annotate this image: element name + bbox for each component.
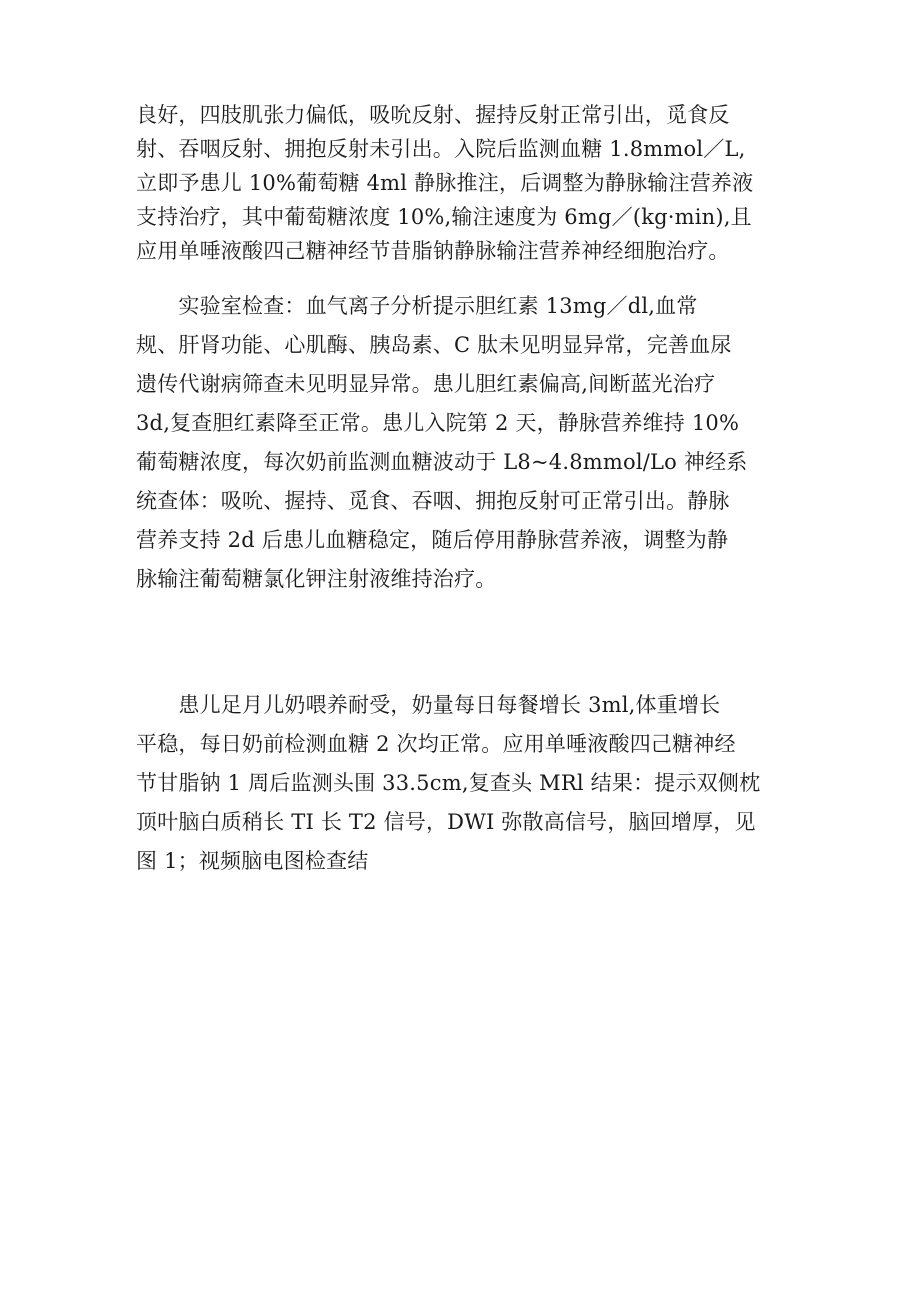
text-line: 良好，四肢肌张力偏低，吸吮反射、握持反射正常引出，觅食反 [136,103,730,127]
text-line: 节甘脂钠 1 周后监测头围 33.5cm,复查头 MRl 结果：提示双侧枕 [136,771,761,795]
text-line: 患儿足月儿奶喂养耐受，奶量每日每餐增长 3ml,体重增长 [136,693,721,717]
text-line: 图 1；视频脑电图检查结 [136,849,369,873]
paragraph-clinical-course [136,98,792,268]
paragraph-follow-up [136,686,792,881]
text-line: 葡萄糖浓度，每次奶前监测血糖波动于 L8~4.8mmol/Lo 神经系 [136,450,748,474]
text-line: 顶叶脑白质稍长 TI 长 T2 信号，DWI 弥散高信号，脑回增厚，见 [136,810,756,834]
text-line: 规、肝肾功能、心肌酶、胰岛素、C 肽未见明显异常，完善血尿 [136,333,732,357]
text-line: 立即予患儿 10%葡萄糖 4ml 静脉推注，后调整为静脉输注营养液 [136,171,754,195]
paragraph-lab-findings [136,287,792,599]
text-line: 脉输注葡萄糖氯化钾注射液维持治疗。 [136,567,497,591]
text-line: 射、吞咽反射、拥抱反射未引出。入院后监测血糖 1.8mmol／L, [136,137,746,161]
text-line: 应用单唾液酸四己糖神经节昔脂钠静脉输注营养神经细胞治疗。 [136,239,730,263]
text-line: 遗传代谢病筛查未见明显异常。患儿胆红素偏高,间断蓝光治疗 [136,372,716,396]
text-line: 统查体：吸吮、握持、觅食、吞咽、拥抱反射可正常引出。静脉 [136,489,730,513]
text-line: 实验室检查：血气离子分析提示胆红素 13mg／dl,血常 [136,294,698,318]
text-line: 平稳，每日奶前检测血糖 2 次均正常。应用单唾液酸四己糖神经 [136,732,736,756]
text-line: 营养支持 2d 后患儿血糖稳定，随后停用静脉营养液，调整为静 [136,528,729,552]
text-line: 支持治疗，其中葡萄糖浓度 10%,输注速度为 6mg／(kg·min),且 [136,205,752,229]
text-line: 3d,复查胆红素降至正常。患儿入院第 2 天，静脉营养维持 10% [136,411,740,435]
